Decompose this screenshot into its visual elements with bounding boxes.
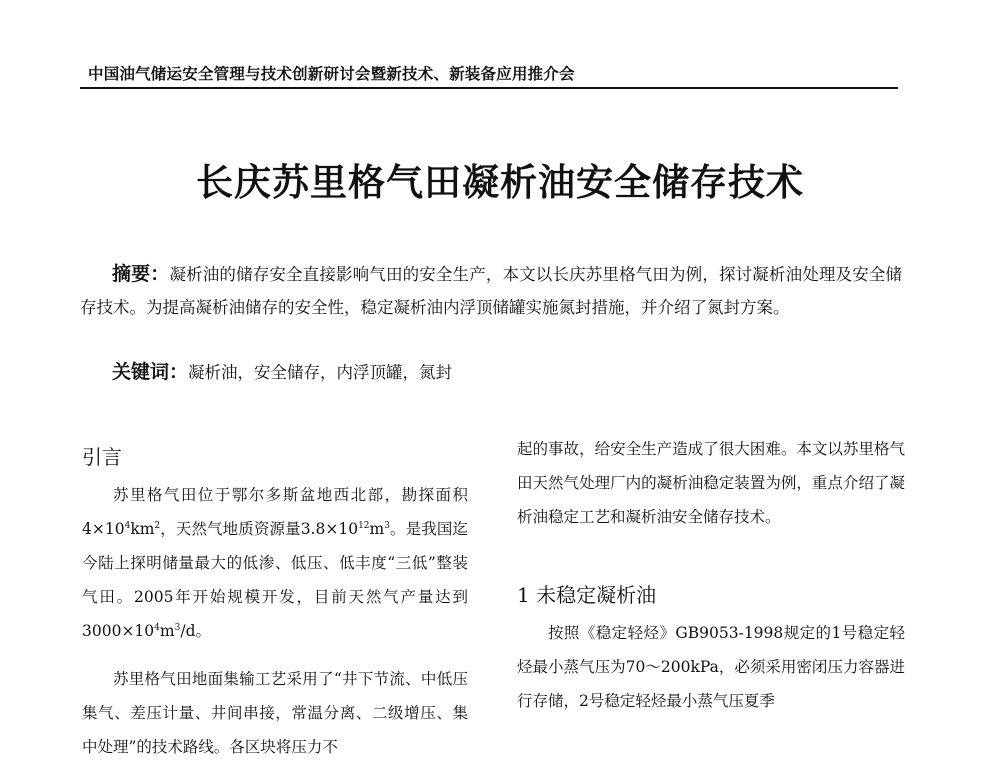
continued-paragraph: 起的事故，给安全生产造成了很大困难。本文以苏里格气田天然气处理厂内的凝析油稳定装置为例，重点介绍了凝析油稳定工艺和凝析油安全储存技术。 xyxy=(517,440,905,526)
running-header: 中国油气储运安全管理与技术创新研讨会暨新技术、新装备应用推介会 xyxy=(88,65,575,83)
intro-heading: 引言 xyxy=(82,445,122,469)
intro-paragraph-2: 苏里格气田地面集输工艺采用了“井下节流、中低压集气、差压计量、井间串接，常温分离、二级增压、集中处理”的技术路线。各区块将压力不 xyxy=(82,670,468,756)
section-gap xyxy=(517,534,905,578)
keywords xyxy=(112,356,452,389)
left-column xyxy=(82,440,468,764)
paper-title: 长庆苏里格气田凝析油安全储存技术 xyxy=(196,161,804,204)
keywords-text: 凝析油，安全储存，内浮顶罐，氮封 xyxy=(188,363,453,382)
section-1-heading: 1 未稳定凝析油 xyxy=(517,583,657,607)
intro-paragraph-1: 苏里格气田位于鄂尔多斯盆地西北部，勘探面积$4\times 10^4km^2$，天然气地质资源量$3.8\times 10^{12}m^3$。是我国迄今陆上探明储量最大的低渗、低压、低丰度“三低”整装气田。2005年开始规模开发，目前天然气产量达到$3000\times 10^4m^3/d$。 xyxy=(82,486,468,640)
section-1-paragraph: 按照《稳定轻烃》GB9053-1998规定的1号稳定轻烃最小蒸气压为70～200kPa，必须采用密闭压力容器进行存储，2号稳定轻烃最小蒸气压夏季 xyxy=(517,624,905,710)
header-rule xyxy=(80,87,898,89)
abstract xyxy=(80,258,902,324)
paragraph-gap xyxy=(82,648,468,662)
keywords-label: 关键词： xyxy=(112,361,189,383)
abstract-label: 摘要： xyxy=(112,263,170,285)
right-column xyxy=(517,432,905,718)
abstract-text: 凝析油的储存安全直接影响气田的安全生产，本文以长庆苏里格气田为例，探讨凝析油处理及安全储存技术。为提高凝析油储存的安全性，稳定凝析油内浮顶储罐实施氮封措施，并介绍了氮封方案。 xyxy=(80,265,902,317)
